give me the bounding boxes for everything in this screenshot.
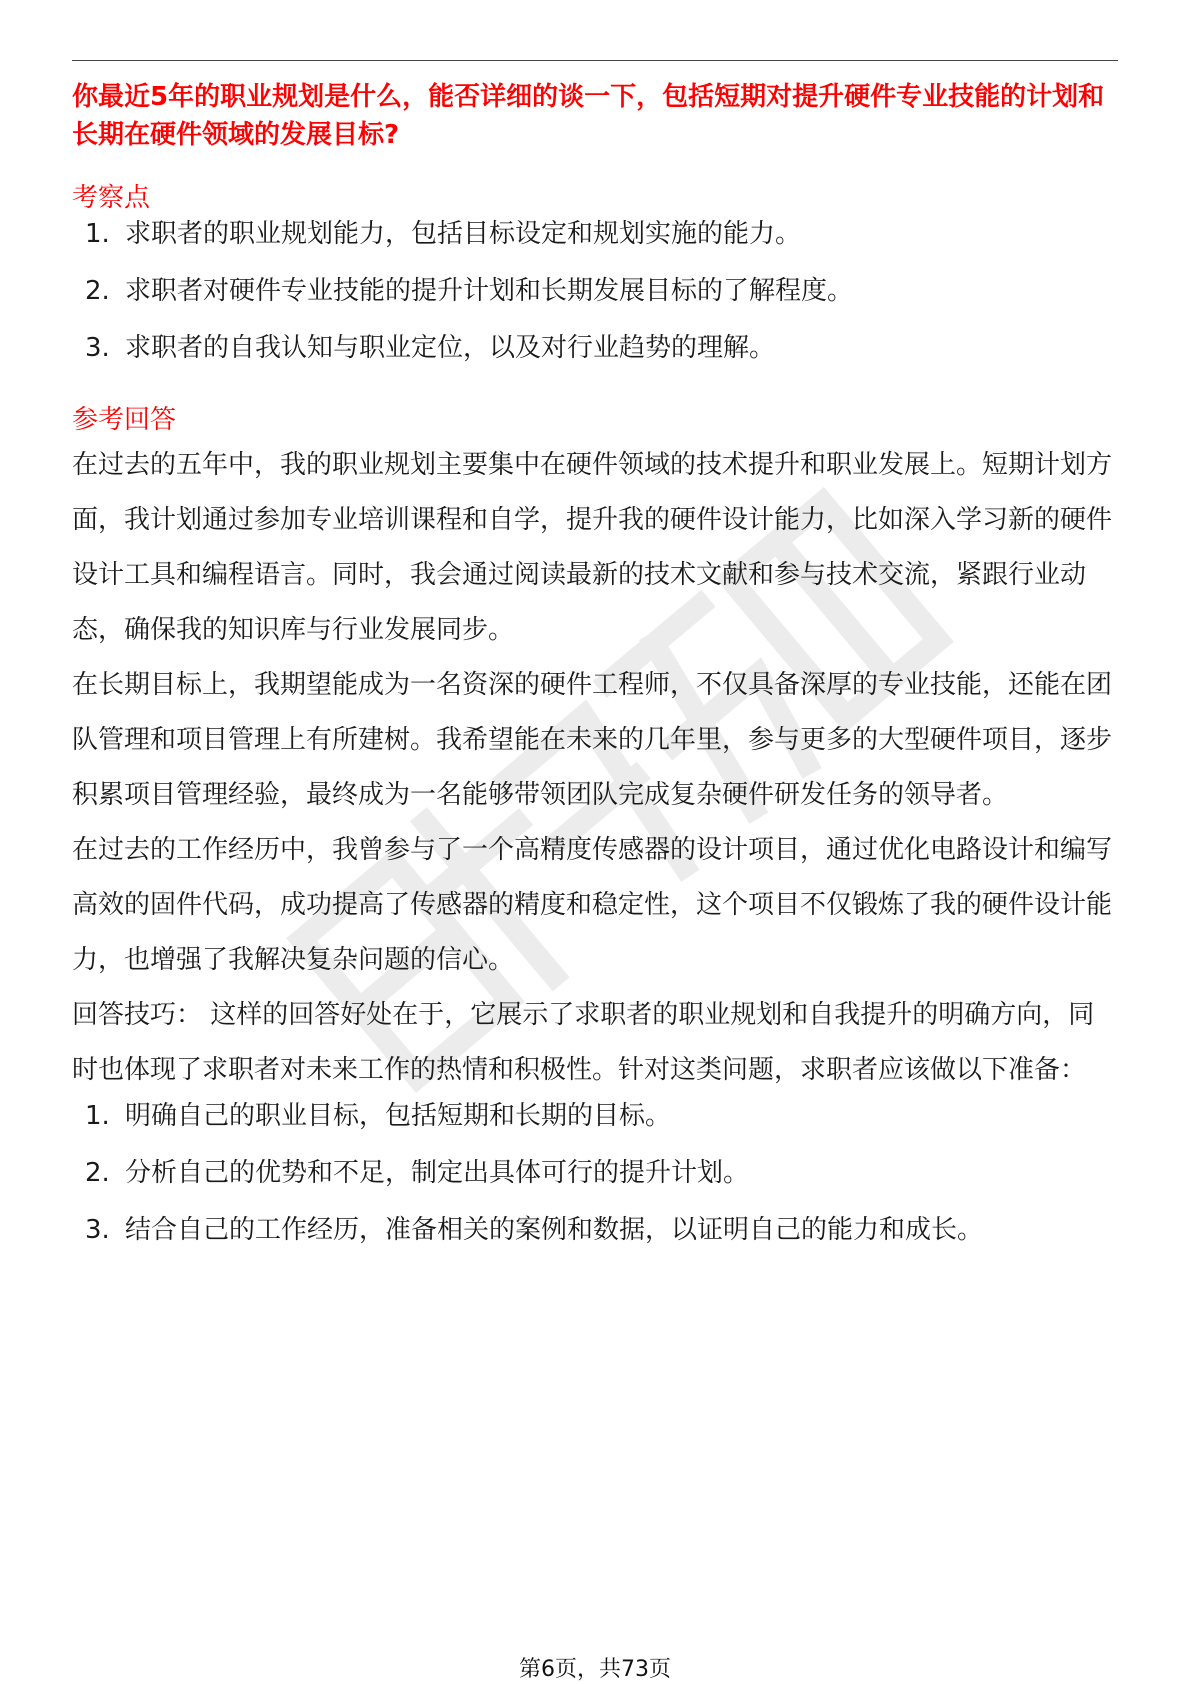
- main-content: [72, 78, 1118, 1269]
- list-item-number: 3.: [85, 333, 110, 363]
- list-item-text: 明确自己的职业目标，包括短期和长期的目标。: [125, 1101, 672, 1131]
- list-item-text: 结合自己的工作经历，准备相关的案例和数据，以证明自己的能力和成长。: [125, 1215, 984, 1245]
- list-item-text: 求职者的自我认知与职业定位，以及对行业趋势的理解。: [125, 333, 776, 363]
- top-divider: [72, 60, 1118, 61]
- list-item-number: 2.: [85, 276, 110, 306]
- list-item-number: 1.: [85, 1101, 110, 1131]
- list-item: [72, 216, 1118, 252]
- list-item-number: 2.: [85, 1158, 110, 1188]
- preparation-tips-list: [72, 1098, 1118, 1248]
- list-item: [72, 1212, 1118, 1248]
- list-item: [72, 330, 1118, 366]
- list-item-number: 3.: [85, 1215, 110, 1245]
- answer-tips-paragraph: 回答技巧： 这样的回答好处在于，它展示了求职者的职业规划和自我提升的明确方向，同时也体现了求职者对未来工作的热情和积极性。针对这类问题，求职者应该做以下准备：: [72, 1000, 1095, 1085]
- answer-paragraph: 在过去的工作经历中，我曾参与了一个高精度传感器的设计项目，通过优化电路设计和编写高效的固件代码，成功提高了传感器的精度和稳定性，这个项目不仅锻炼了我的硬件设计能力，也增强了我解决复杂问题的信心。: [72, 835, 1113, 975]
- page-number-footer: 第6页，共73页: [519, 1657, 671, 1682]
- list-item-text: 分析自己的优势和不足，制定出具体可行的提升计划。: [125, 1158, 750, 1188]
- list-item: [72, 1155, 1118, 1191]
- question-heading: 你最近5年的职业规划是什么，能否详细的谈一下，包括短期对提升硬件专业技能的计划和长期在硬件领域的发展目标?: [72, 82, 1105, 150]
- answer-paragraph: 在长期目标上，我期望能成为一名资深的硬件工程师，不仅具备深厚的专业技能，还能在团队管理和项目管理上有所建树。我希望能在未来的几年里，参与更多的大型硬件项目，逐步积累项目管理经验，最终成为一名能够带领团队完成复杂硬件研发任务的领导者。: [72, 670, 1113, 810]
- section-title-assessment: 考察点: [72, 183, 151, 213]
- list-item-text: 求职者的职业规划能力，包括目标设定和规划实施的能力。: [125, 219, 802, 249]
- list-item-number: 1.: [85, 219, 110, 249]
- section-title-reference-answer: 参考回答: [72, 405, 177, 435]
- answer-paragraph: 在过去的五年中，我的职业规划主要集中在硬件领域的技术提升和职业发展上。短期计划方面，我计划通过参加专业培训课程和自学，提升我的硬件设计能力，比如深入学习新的硬件设计工具和编程语言。同时，我会通过阅读最新的技术文献和参与技术交流，紧跟行业动态，确保我的知识库与行业发展同步。: [72, 450, 1113, 645]
- assessment-points-list: [72, 216, 1118, 366]
- list-item: [72, 273, 1118, 309]
- list-item: [72, 1098, 1118, 1134]
- list-item-text: 求职者对硬件专业技能的提升计划和长期发展目标的了解程度。: [125, 276, 854, 306]
